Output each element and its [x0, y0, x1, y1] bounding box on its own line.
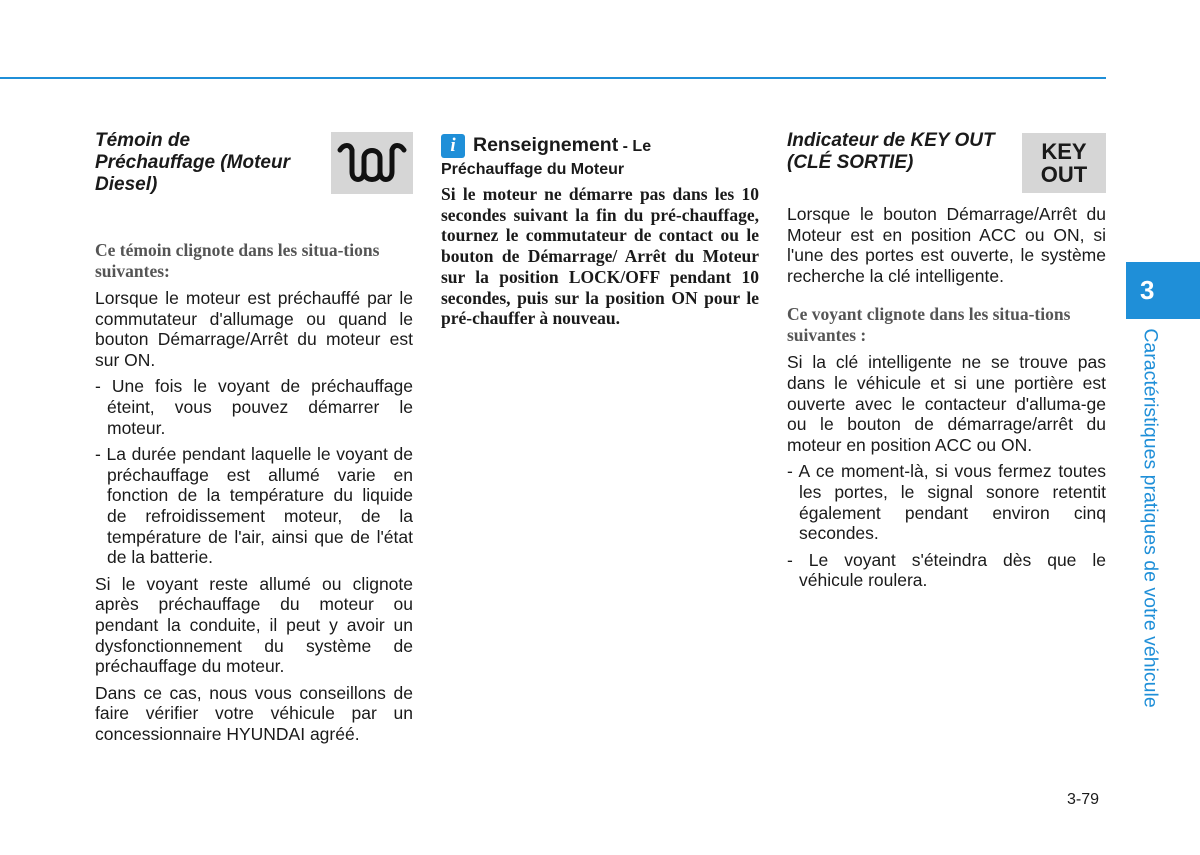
glow-indicator-section — [95, 130, 413, 750]
glow-paragraph-1: Lorsque le moteur est préchauffé par le commutateur d'allumage ou quand le bouton Démarrage/Arrêt du moteur est sur ON. — [95, 288, 413, 370]
page-number: 3-79 — [1067, 791, 1100, 808]
info-title-suffix: - Le — [618, 138, 652, 155]
glow-paragraph-2: Si le voyant reste allumé ou clignote après préchauffage du moteur ou pendant la conduite, il peut y avoir un dysfonctionnement du système de préchauffage du moteur. — [95, 573, 413, 677]
top-rule — [0, 77, 1106, 79]
glow-indicator-heading: Témoin de Préchauffage (Moteur Diesel) — [95, 130, 290, 195]
glow-subheading: Ce témoin clignote dans les situa-tions suivantes: — [95, 240, 380, 281]
key-out-bullet-2: - Le voyant s'éteindra dès que le véhicule roulera. — [787, 549, 1106, 591]
info-section — [441, 130, 759, 329]
key-out-section — [787, 130, 1106, 597]
info-icon: i — [441, 134, 465, 158]
key-out-paragraph-2: Si la clé intelligente ne se trouve pas dans le véhicule et si une portière est ouverte avec le contacteur d'alluma-ge ou le bouton de démarrage/arrêt du moteur en position ACC ou ON. — [787, 352, 1106, 455]
chapter-label-text: Caractéristiques pratiques de votre véhicule — [1139, 328, 1162, 708]
glow-paragraph-3: Dans ce cas, nous vous conseillons de faire vérifier votre véhicule par un concessionnaire HYUNDAI agréé. — [95, 682, 413, 744]
key-out-heading: Indicateur de KEY OUT (CLÉ SORTIE) — [787, 130, 995, 173]
key-out-paragraph-1: Lorsque le bouton Démarrage/Arrêt du Moteur est en position ACC ou ON, si l'une des portes est ouverte, le système recherche la clé intelligente. — [787, 204, 1106, 286]
key-out-subheading: Ce voyant clignote dans les situa-tions suivantes : — [787, 304, 1071, 346]
key-out-line2: OUT — [1040, 162, 1088, 187]
key-out-bullet-1: - A ce moment-là, si vous fermez toutes les portes, le signal sonore retentit également pendant environ cinq secondes. — [787, 461, 1106, 544]
glow-bullet-1: - Une fois le voyant de préchauffage éteint, vous pouvez démarrer le moteur. — [95, 376, 413, 438]
glow-plug-icon — [331, 132, 413, 194]
glow-bullet-2: - La durée pendant laquelle le voyant de préchauffage est allumé varie en fonction de la température du liquide de refroidissement moteur, de la température de l'air, ainsi que de l'état de la batterie. — [95, 444, 413, 568]
info-title-main: Renseignement — [473, 134, 619, 156]
info-body: Si le moteur ne démarre pas dans les 10 secondes suivant la fin du pré-chauffage, tournez le commutateur de contact ou le bouton de Démarrage/ Arrêt du Moteur sur la position LOCK/OFF pendant 10 secondes, puis sur la position ON pour le pré-chauffer à nouveau. — [441, 184, 759, 329]
info-title — [441, 130, 759, 160]
chapter-tab: 3 — [1126, 262, 1200, 319]
info-title-line2: Préchauffage du Moteur — [441, 161, 625, 178]
key-out-line1: KEY — [1041, 139, 1087, 164]
key-out-icon — [1022, 133, 1106, 193]
